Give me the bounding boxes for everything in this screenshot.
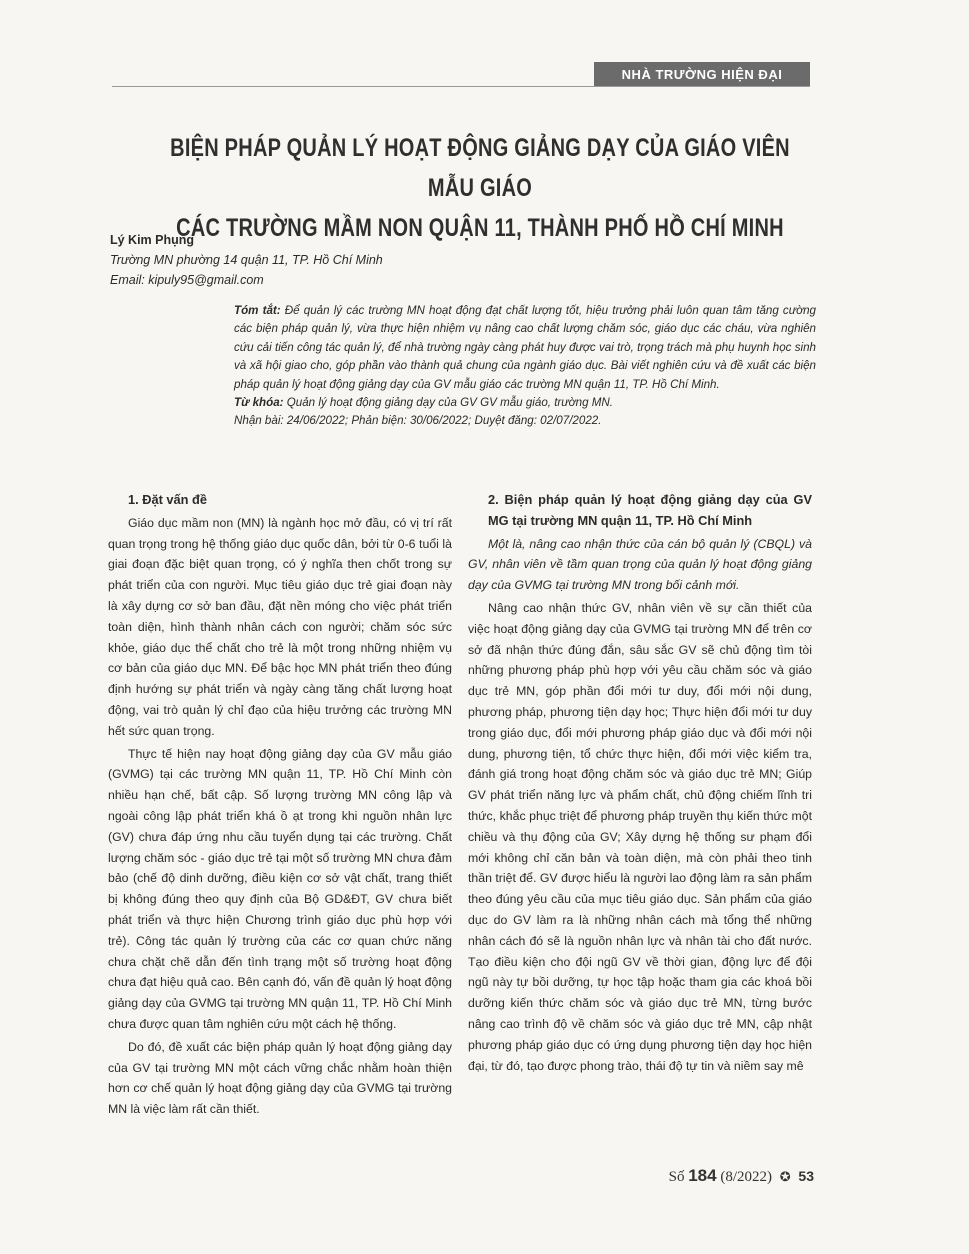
right-column — [468, 490, 812, 1076]
keywords-label: Từ khóa: — [234, 396, 284, 410]
section-2-heading: 2. Biện pháp quản lý hoạt động giảng dạy của GV MG tại trường MN quận 11, TP. Hồ Chí Minh — [488, 492, 812, 528]
header-rule — [112, 86, 810, 87]
keywords-text: Quản lý hoạt động giảng dạy của GV GV mẫu giáo, trường MN. — [286, 396, 614, 410]
author-email: Email: kipuly95@gmail.com — [110, 273, 264, 287]
paragraph: Giáo dục mầm non (MN) là ngành học mở đầu, có vị trí rất quan trọng trong hệ thống giáo dục quốc dân, bởi từ 0-6 tuổi là giai đoạn đặc biệt quan trọng, có ý nghĩa then chốt trong sự phát triển của con người. Mục tiêu giáo dục trẻ giai đoạn này là xây dựng cơ sở ban đầu, đặt nền móng cho việc phát triển toàn diện, hình thành nhân cách con người; chăm sóc sức khỏe, giáo dục thể chất cho trẻ là một trong những nhiệm vụ cơ bản của giáo dục MN. Để bậc học MN phát triển theo đúng định hướng sự phát triển và ngày càng tăng chất lượng hoạt động, vai trò quản lý chỉ đạo của hiệu trưởng các trường MN hết sức quan trọng. — [108, 515, 452, 738]
page-footer — [560, 1166, 814, 1186]
section-label: NHÀ TRƯỜNG HIỆN ĐẠI — [594, 62, 810, 86]
paragraph: Thực tế hiện nay hoạt động giảng dạy của GV mẫu giáo (GVMG) tại các trường MN quận 11, TP. Hồ Chí Minh còn nhiều hạn chế, bất cập. Số lượng trường MN công lập và ngoài công lập phát triển khá ồ ạt trong khi nguồn nhân lực (GV) chưa đáp ứng nhu cầu tuyển dụng tại các trường. Chất lượng chăm sóc - giáo dục trẻ tại một số trường MN chưa đảm bảo (chế độ dinh dưỡng, điều kiện cơ sở vật chất, trang thiết bị không đúng theo quy định của Bộ GD&ĐT, GV chưa biết phát triển và thực hiện Chương trình giáo dục phù hợp với trẻ). Công tác quản lý trường của các cơ quan chức năng chưa chặt chẽ dẫn đến tình trạng một số trường hoạt động chưa đạt hiệu quả cao. Bên cạnh đó, vấn đề quản lý hoạt động giảng dạy của GVMG tại trường MN quận 11, TP. Hồ Chí Minh chưa được quan tâm nghiên cứu một cách hệ thống. — [108, 746, 452, 1031]
issue-date: (8/2022) — [720, 1169, 773, 1185]
author-name: Lý Kim Phụng — [110, 233, 195, 247]
left-column — [108, 490, 452, 1120]
author-affiliation: Trường MN phường 14 quận 11, TP. Hồ Chí Minh — [110, 253, 383, 267]
issue-prefix: Số — [668, 1169, 685, 1185]
title-line-2: CÁC TRƯỜNG MẦM NON QUẬN 11, THÀNH PHỐ HỒ CHÍ MINH — [176, 214, 784, 242]
abstract-label: Tóm tắt: — [234, 304, 281, 317]
page-number: 53 — [798, 1168, 814, 1184]
article-dates: Nhận bài: 24/06/2022; Phản biện: 30/06/2022; Duyệt đăng: 02/07/2022. — [234, 414, 602, 428]
abstract — [234, 302, 816, 431]
issue-number: 184 — [688, 1166, 717, 1185]
separator-icon: ✪ — [779, 1169, 791, 1184]
measure-one-paragraph: Một là, nâng cao nhận thức của cán bộ quản lý (CBQL) và GV, nhân viên về tầm quan trọng của quản lý hoạt động giảng dạy của GVMG tại trường MN trong bối cảnh mới. — [468, 536, 812, 593]
paragraph: Do đó, đề xuất các biện pháp quản lý hoạt động giảng dạy của GV tại trường MN một cách vững chắc nhằm hoàn thiện hơn cơ chế quản lý hoạt động giảng dạy của GVMG tại trường MN là việc làm rất cần thiết. — [108, 1039, 452, 1117]
abstract-text: Để quản lý các trường MN hoạt động đạt chất lượng tốt, hiệu trưởng phải luôn quan tâm tăng cường các biện pháp quản lý, vừa thực hiện nhiệm vụ nâng cao chất lượng chăm sóc, giáo dục các cháu, vừa nghiên cứu cải tiến công tác quản lý, để nhà trường ngày càng phát huy được vai trò, trọng trách mà phụ huynh học sinh và xã hội giao cho, góp phần vào thành quả chung của ngành giáo dục. Bài viết nghiên cứu và đề xuất các biện pháp quản lý hoạt động giảng dạy của GV mẫu giáo các trường MN quận 11, TP. Hồ Chí Minh. — [234, 304, 816, 391]
title-line-1: BIỆN PHÁP QUẢN LÝ HOẠT ĐỘNG GIẢNG DẠY CỦA GIÁO VIÊN MẪU GIÁO — [170, 134, 790, 202]
paragraph: Nâng cao nhận thức GV, nhân viên về sự cần thiết của việc hoạt động giảng dạy của GVMG tại trường MN để trên cơ sở đã nhận thức đúng đắn, sâu sắc GV sẽ chủ động tìm tòi những phương pháp phù hợp với yêu cầu chăm sóc và giáo dục trẻ MN, góp phần đổi mới tư duy, đổi mới nội dung, phương pháp, phương tiện dạy học; Thực hiện đổi mới tư duy trong giáo dục, đổi mới phương pháp giáo dục và đổi mới nội dung, phương tiện, tổ chức thực hiện, đổi mới việc kiểm tra, đánh giá trong hoạt động chăm sóc và giáo dục trẻ MN; Giúp GV phát triển năng lực và phẩm chất, chủ động chiếm lĩnh tri thức, khắc phục triệt để phương pháp truyền thụ kiến thức một chiều và thụ động của GV; Xây dựng hệ thống sư phạm đổi mới không chỉ căn bản và toàn diện, mà còn phải theo tinh thần triệt để. GV được hiểu là người lao động làm ra sản phẩm theo đúng yêu cầu của mục tiêu giáo dục. Sản phẩm của giáo dục do GV làm ra là những nhân cách mà tổng thể những nhân cách đó sẽ là nguồn nhân lực và nhân tài cho đất nước. Tạo điều kiện cho đội ngũ GV về thời gian, động lực để đội ngũ này tự bồi dưỡng, tự học tập hoặc tham gia các khoá bồi dưỡng kiến thức chăm sóc và giáo dục trẻ MN, từng bước nâng cao trình độ về chăm sóc và giáo dục trẻ MN, cập nhật phương pháp giáo dục có ứng dụng phương tiện dạy học hiện đại, từ đó, tạo được phong trào, thái độ tự tin và niềm say mê — [468, 600, 812, 1073]
author-block — [110, 230, 383, 290]
section-1-heading: 1. Đặt vấn đề — [128, 492, 207, 507]
